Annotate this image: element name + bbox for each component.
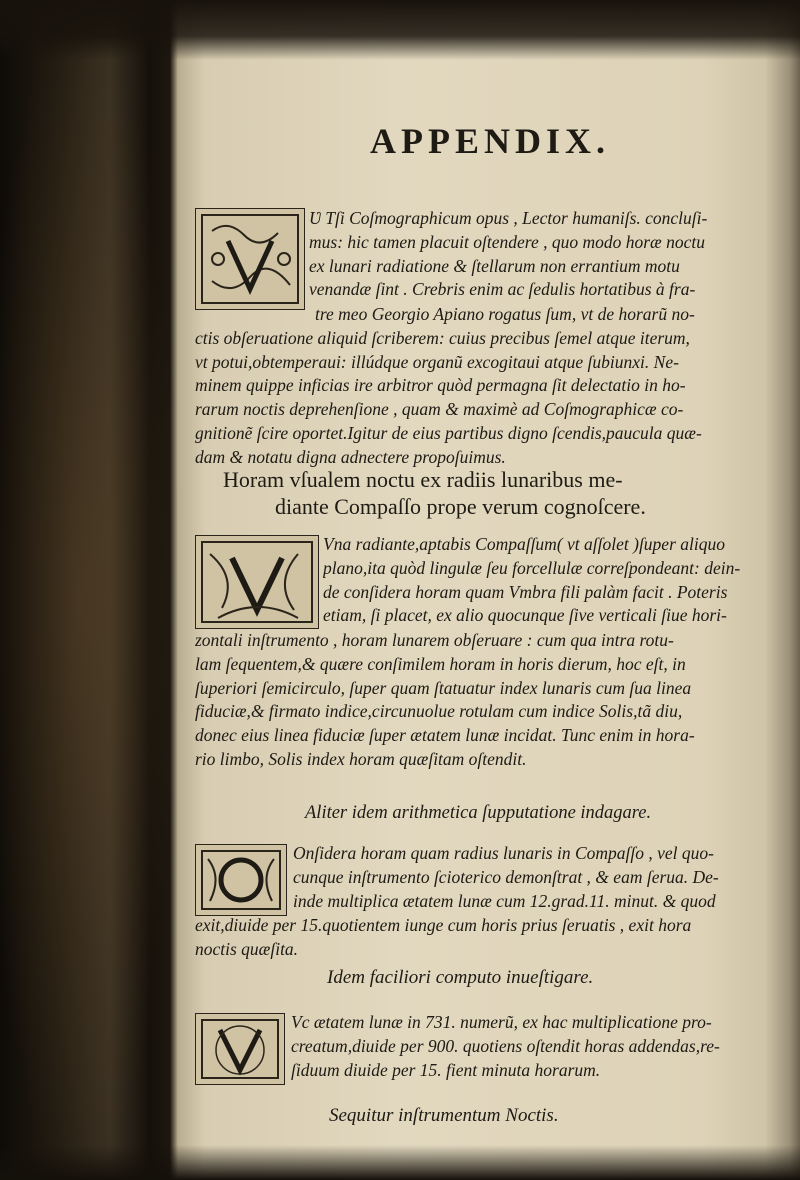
- paragraph-3-body: [195, 914, 750, 962]
- paragraph-1-body: [195, 303, 750, 470]
- text-line: Ʋ Tſi Coſmographicum opus , Lector humaniſs. concluſi-: [309, 208, 708, 228]
- decorated-initial-2: [195, 535, 319, 629]
- ornament-icon: [198, 1016, 282, 1082]
- paragraph-4: [291, 1011, 769, 1082]
- text-line: inde multiplica ætatem lunæ cum 12.grad.11. minut. & quod: [293, 890, 716, 911]
- closing-line: Sequitur inſtrumentum Noctis.: [329, 1105, 559, 1126]
- text-line: ſiduum diuide per 15. fient minuta horarum.: [291, 1059, 601, 1080]
- decorated-initial-4: [195, 1013, 285, 1085]
- decorated-initial-3: [195, 844, 287, 916]
- text-line: plano,ita quòd lingulæ ſeu forcellulæ correſpondeant: dein-: [323, 557, 741, 578]
- ornament-icon: [198, 211, 302, 307]
- decorated-initial-1: [195, 208, 305, 310]
- text-line: etiam, ſi placet, ex alio quocunque ſive verticali ſiue hori-: [323, 605, 727, 626]
- text-line: de conſidera horam quam Vmbra fili palàm facit . Poteris: [323, 581, 728, 602]
- text-line: fiduciæ,& firmato indice,circunuolue rotulam cum indice Solis,tã diu,: [195, 701, 683, 722]
- text-line: venandæ ſint . Crebris enim ac ſedulis hortatibus à fra-: [309, 279, 696, 300]
- text-line: exit,diuide per 15.quotientem iunge cum horis prius ſeruatis , exit hora: [195, 915, 692, 935]
- text-line: vt potui,obtemperaui: illúdque organũ excogitaui atque ſubiunxi. Ne-: [195, 351, 679, 372]
- bottom-shadow: [0, 1145, 800, 1180]
- title-line: diante Compaſſo prope verum cognoſcere.: [275, 494, 646, 519]
- text-line: ctis obſeruatione aliquid ſcriberem: cuius precibus ſemel atque iterum,: [195, 327, 690, 348]
- text-line: creatum,diuide per 900. quotiens oſtendit horas addendas,re-: [291, 1035, 720, 1056]
- page-heading: APPENDIX.: [370, 121, 610, 161]
- ornament-icon: [198, 538, 316, 626]
- text-line: rarum noctis deprehenſione , quam & maximè ad Coſmographicæ co-: [195, 399, 684, 420]
- text-line: cunque inſtrumento ſcioterico demonſtrat , & eam ſerua. De-: [293, 866, 719, 887]
- paragraph-2-body: [195, 629, 750, 772]
- paragraph-1-top: [309, 207, 769, 302]
- text-line: Vna radiante,aptabis Compaſſum( vt aſſolet )ſuper aliquo: [323, 534, 725, 554]
- text-line: dam & notatu digna adnectere propoſuimus.: [195, 446, 506, 467]
- text-line: mus: hic tamen placuit oſtendere , quo modo horæ noctu: [309, 231, 705, 252]
- text-line: gnitionẽ ſcire oportet.Igitur de eius partibus digno ſcendis,paucula quæ-: [195, 422, 702, 443]
- text-line: lam ſequentem,& quære conſimilem horam in horis dierum, hoc eſt, in: [195, 653, 686, 674]
- title-line: Horam vſualem noctu ex radiis lunaribus me-: [223, 467, 623, 492]
- paragraph-3-top: [293, 842, 768, 913]
- section-title: [195, 466, 755, 520]
- text-line: Vc ætatem lunæ in 731. numerũ, ex hac multiplicatione pro-: [291, 1012, 712, 1032]
- text-line: noctis quæſita.: [195, 938, 299, 959]
- book-gutter: [0, 0, 180, 1180]
- text-line: rio limbo, Solis index horam quæſitam oſtendit.: [195, 748, 527, 769]
- ornament-icon: [198, 847, 284, 913]
- text-line: ex lunari radiatione & ſtellarum non errantium motu: [309, 255, 680, 276]
- subtitle-2: Idem faciliori computo inueſtigare.: [327, 967, 594, 988]
- subtitle-1: Aliter idem arithmetica ſupputatione indagare.: [305, 803, 652, 823]
- text-line: tre meo Georgio Apiano rogatus ſum, vt de horarũ no-: [315, 304, 695, 324]
- text-line: zontali inſtrumento , horam lunarem obſeruare : cum qua intra rotu-: [195, 630, 674, 650]
- text-line: minem quippe inficias ire arbitror quòd permagna ſit delectatio in ho-: [195, 375, 686, 396]
- text-line: ſuperiori ſemicirculo, ſuper quam ſtatuatur index lunaris cum ſua linea: [195, 677, 692, 698]
- text-line: donec eius linea fiduciæ ſuper ætatem lunæ incidat. Tunc enim in hora-: [195, 725, 695, 746]
- paragraph-2-top: [323, 533, 768, 628]
- text-line: Onſidera horam quam radius lunaris in Compaſſo , vel quo-: [293, 843, 714, 863]
- top-shadow: [0, 0, 800, 60]
